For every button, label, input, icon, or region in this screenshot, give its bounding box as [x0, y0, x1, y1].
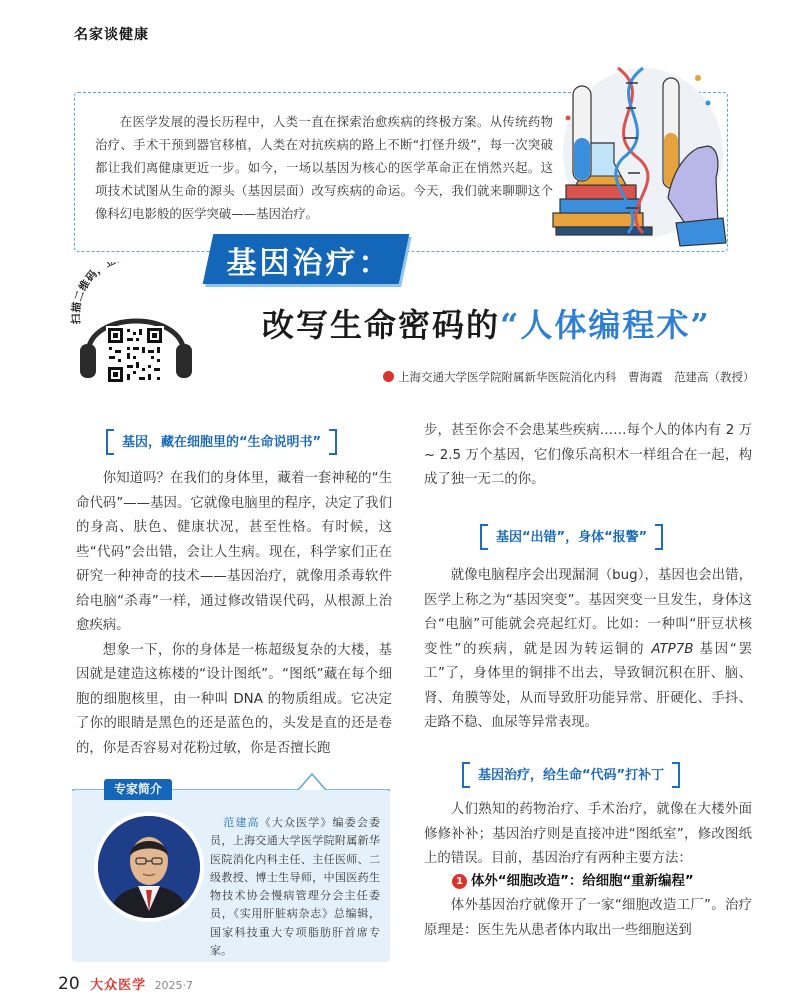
method-one-heading: 1 体外“细胞改造”：给细胞“重新编程” [452, 870, 694, 889]
author-marker-icon [383, 371, 394, 382]
article-subtitle: 改写生命密码的“人体编程术” [262, 306, 711, 344]
issue-number: 2025·7 [154, 979, 194, 992]
section-heading-1: 基因，藏在细胞里的“生命说明书” [106, 429, 337, 451]
bullet-number: 1 [452, 874, 467, 889]
page-number: 20 [58, 974, 80, 994]
column-right-text-4 [424, 894, 752, 943]
qr-listen-block [66, 262, 206, 392]
magazine-name: 大众医学 [90, 978, 147, 993]
paragraph: 你知道吗？在我们的身体里，藏着一套神秘的“生命代码”——基因。它就像电脑里的程序，决定了我们的身高、肤色、健康状况，甚至性格。有时候，这些“代码”会出错，会让人生病。现在，科学家们正在研究一种神奇的技术——基因治疗，就像用杀毒软件给电脑“杀毒”一样，通过修改错误代码，从根源上治愈疾病。 [76, 471, 392, 633]
column-right-text-2 [424, 564, 752, 736]
qr-caption: 扫描二维码，立 [70, 262, 118, 325]
qr-code-icon[interactable] [106, 326, 164, 384]
paragraph: 步，甚至你会不会患某些疾病……每个人的体内有 2 万~ 2.5 万个基因，它们像乐高积木一样组合在一起，构成了独一无二的你。 [424, 423, 752, 487]
paragraph: 人们熟知的药物治疗、手术治疗，就像在大楼外面修修补补；基因治疗则是直接冲进“图纸室”，修改图纸上的错误。目前，基因治疗有两种主要方法： [424, 802, 752, 866]
page-footer [58, 974, 193, 994]
paragraph: 就像电脑程序会出现漏洞（bug），基因也会出错，医学上称之为“基因突变”。基因突变一旦发生，身体这台“电脑”可能就会亮起红灯。比如：一种叫“肝豆状核变性”的疾病，就是因为转运铜的 ATP7B 基因“罢工”了，身体里的铜排不出去，导致铜沉积在肝、脑、肾、角膜等处，从而导致肝功能异常、肝硬化、手抖、走路不稳、血尿等异常表现。 [424, 568, 752, 730]
intro-paragraph: 在医学发展的漫长历程中，人类一直在探索治愈疾病的终极方案。从传统药物治疗、手术干预到器官移植，人类在对抗疾病的路上不断“打怪升级”，每一次突破都让我们离健康更近一步。如今，一场以基因为核心的医学革命正在悄然兴起。这项技术试图从生命的源头（基因层面）改写疾病的命运。今天，我们就来聊聊这个像科幻电影般的医学突破——基因治疗。 [95, 114, 553, 221]
section-label: 名家谈健康 [74, 27, 149, 43]
column-right-text-3 [424, 798, 752, 872]
column-left-text [76, 467, 392, 761]
expert-bio: 范建高《大众医学》编委会委员，上海交通大学医学院附属新华医院消化内科主任、主任医师、二级教授、博士生导师，中国医药生物技术协会慢病管理分会主任委员，《实用肝脏病杂志》总编辑，国家科技重大专项脂肪肝首席专家。 [210, 816, 380, 958]
article-title: 基因治疗： [226, 246, 392, 281]
lab-illustration [548, 48, 728, 248]
svg-text:扫描二维码，立即收听 [69, 262, 150, 325]
section-heading-2: 基因“出错”，身体“报警” [480, 524, 663, 546]
paragraph: 想象一下，你的身体是一栋超级复杂的大楼，基因就是建造这栋楼的“设计图纸”。“图纸”藏在每个细胞的细胞核里，由一种叫 DNA 的物质组成。它决定了你的眼睛是黑色的还是蓝色的，头发是直的还是卷的，你是否容易对花粉过敏，你是否擅长跑 [76, 642, 392, 756]
column-right-text-1 [424, 419, 752, 493]
author-line: 上海交通大学医学院附属新华医院消化内科 曹海霞 范建高（教授） [383, 369, 763, 385]
section-heading-3: 基因治疗，给生命“代码”打补丁 [462, 762, 680, 784]
paragraph: 体外基因治疗就像开了一家“细胞改造工厂”。治疗原理是：医生先从患者体内取出一些细胞送到 [424, 898, 752, 938]
expert-tab: 专家简介 [104, 779, 172, 800]
expert-photo [94, 812, 204, 922]
